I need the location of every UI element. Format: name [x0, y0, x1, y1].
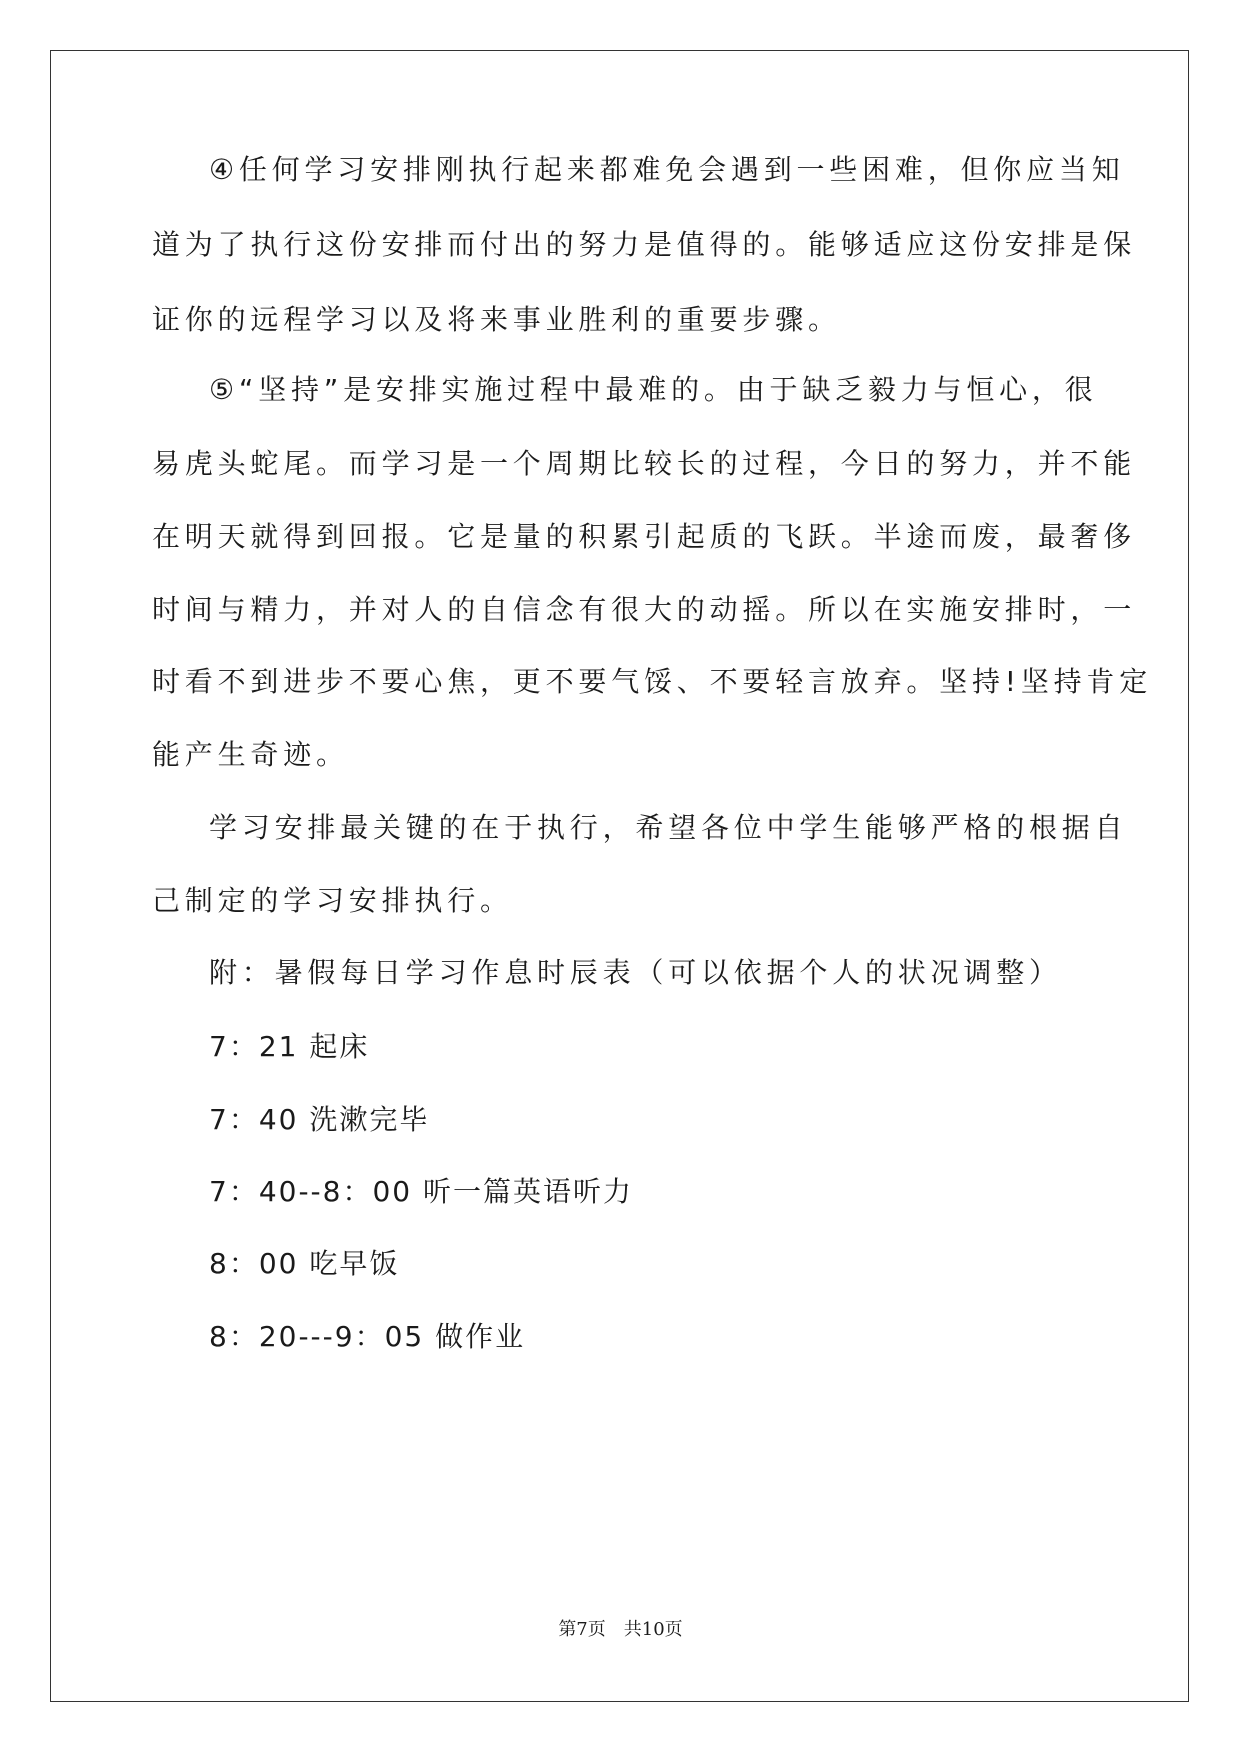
- schedule-item: 7：40 洗漱完毕: [209, 1103, 430, 1136]
- paragraph-5-line-4: 时间与精力，并对人的自信念有很大的动摇。所以在实施安排时，一: [152, 593, 1137, 626]
- schedule-item: 8：00 吃早饭: [209, 1247, 400, 1280]
- paragraph-4-line-3: 证你的远程学习以及将来事业胜利的重要步骤。: [152, 303, 841, 336]
- paragraph-5-line-5: 时看不到进步不要心焦，更不要气馁、不要轻言放弃。坚持!坚持肯定: [152, 665, 1153, 698]
- page-border: [50, 50, 1189, 1702]
- schedule-item: 7：21 起床: [209, 1030, 370, 1063]
- paragraph-4-line-1: ④任何学习安排刚执行起来都难免会遇到一些困难，但你应当知: [209, 153, 1125, 186]
- paragraph-5-line-6: 能产生奇迹。: [152, 738, 349, 771]
- page-number-footer: 第7页 共10页: [558, 1619, 683, 1640]
- schedule-title: 附：暑假每日学习作息时辰表（可以依据个人的状况调整）: [209, 956, 1062, 989]
- schedule-item: 7：40--8：00 听一篇英语听力: [209, 1175, 633, 1208]
- closing-paragraph-line-2: 己制定的学习安排执行。: [152, 884, 513, 917]
- schedule-item: 8：20---9：05 做作业: [209, 1320, 526, 1353]
- closing-paragraph-line-1: 学习安排最关键的在于执行，希望各位中学生能够严格的根据自: [209, 811, 1128, 844]
- paragraph-5-line-1: ⑤“坚持”是安排实施过程中最难的。由于缺乏毅力与恒心，很: [209, 373, 1098, 406]
- paragraph-5-line-3: 在明天就得到回报。它是量的积累引起质的飞跃。半途而废，最奢侈: [152, 520, 1137, 553]
- paragraph-4-line-2: 道为了执行这份安排而付出的努力是值得的。能够适应这份安排是保: [152, 228, 1137, 261]
- paragraph-5-line-2: 易虎头蛇尾。而学习是一个周期比较长的过程，今日的努力，并不能: [152, 447, 1137, 480]
